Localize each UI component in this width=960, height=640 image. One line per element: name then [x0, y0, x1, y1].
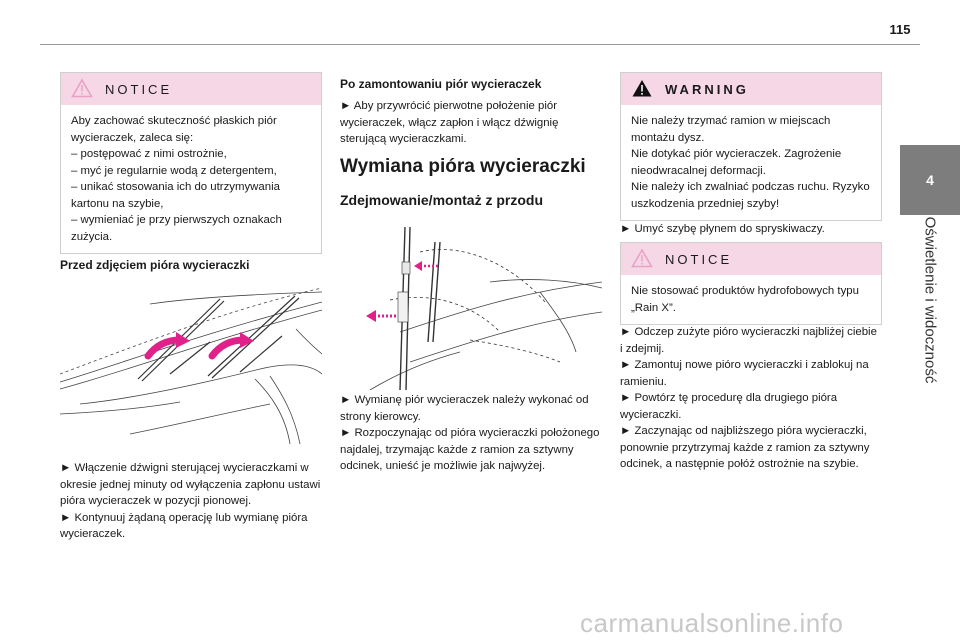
notice-header — [621, 243, 881, 275]
instruction-text: ► Odczep zużyte pióro wycieraczki najbliżej ciebie i zdejmij. ► Zamontuj nowe pióro wycieraczki i zablokuj na ramieniu. ► Powtórz tę procedurę dla drugiego pióra wycieraczki. ► Zaczynając od najbliższego pióra wycieraczki, ponownie przytrzymaj każde z ramion za sztywny odcinek, a następnie połóż ostrożnie na szybie. — [620, 326, 877, 470]
notice-box — [620, 242, 882, 325]
chapter-tab[interactable]: 4 — [900, 145, 960, 215]
top-divider — [40, 44, 920, 45]
notice-box — [60, 72, 322, 254]
warning-header — [621, 73, 881, 105]
wiper-arm-lift-illustration — [340, 222, 602, 390]
notice-label: NOTICE — [665, 251, 733, 267]
watermark: carmanualsonline.info — [580, 608, 844, 638]
warning-triangle-filled-icon — [631, 78, 653, 98]
windshield-wipers-illustration — [60, 284, 322, 444]
notice-text: Aby zachować skuteczność płaskich piór wycieraczek, zaleca się: – postępować z nimi ostrożnie, – myć je regularnie wodą z detergentem, – unikać stosowania ich do utrzymywania kartonu na szybie, – wymieniać je przy pierwszych oznakach zużycia. — [71, 115, 282, 243]
instruction-text: ► Wymianę piór wycieraczek należy wykonać od strony kierowcy. ► Rozpoczynając od pióra wycieraczki położonego najdalej, trzymając każde z ramion za sztywny odcinek, unieść je możliwie jak najwyżej. — [340, 394, 600, 472]
warning-label: WARNING — [665, 81, 749, 97]
warning-text: Nie należy trzymać ramion w miejscach montażu dysz. Nie dotykać piór wycieraczek. Zagrożenie nieodwracalnej deformacji. Nie należy ich zwalniać podczas ruchu. Ryzyko uszkodzenia przedniej szyby! — [631, 115, 870, 210]
warning-box — [620, 72, 882, 221]
notice-header — [61, 73, 321, 105]
warning-triangle-outline-icon — [631, 248, 653, 268]
page-title: Wymiana pióra wycieraczki — [340, 156, 586, 177]
section-heading: Przed zdjęciem pióra wycieraczki — [60, 258, 250, 272]
warning-triangle-outline-icon — [71, 78, 93, 98]
instruction-text: ► Włączenie dźwigni sterującej wycieraczkami w okresie jednej minuty od wyłączenia zapłonu ustawi pióra wycieraczek w pozycji pionowej. ► Kontynuuj żądaną operację lub wymianę pióra wycieraczek. — [60, 462, 321, 540]
instruction-text: ► Umyć szybę płynem do spryskiwaczy. — [620, 223, 825, 235]
page-number: 115 — [889, 22, 911, 37]
chapter-title: Oświetlenie i widoczność — [921, 216, 939, 384]
section-heading: Po zamontowaniu piór wycieraczek — [340, 77, 542, 91]
instruction-text: ► Aby przywrócić pierwotne położenie piór wycieraczek, włącz zapłon i włącz dźwignię sterującą wycieraczkami. — [340, 100, 559, 145]
notice-label: NOTICE — [105, 81, 173, 97]
section-subtitle: Zdejmowanie/montaż z przodu — [340, 192, 544, 208]
notice-text: Nie stosować produktów hydrofobowych typu „Rain X”. — [631, 285, 859, 314]
